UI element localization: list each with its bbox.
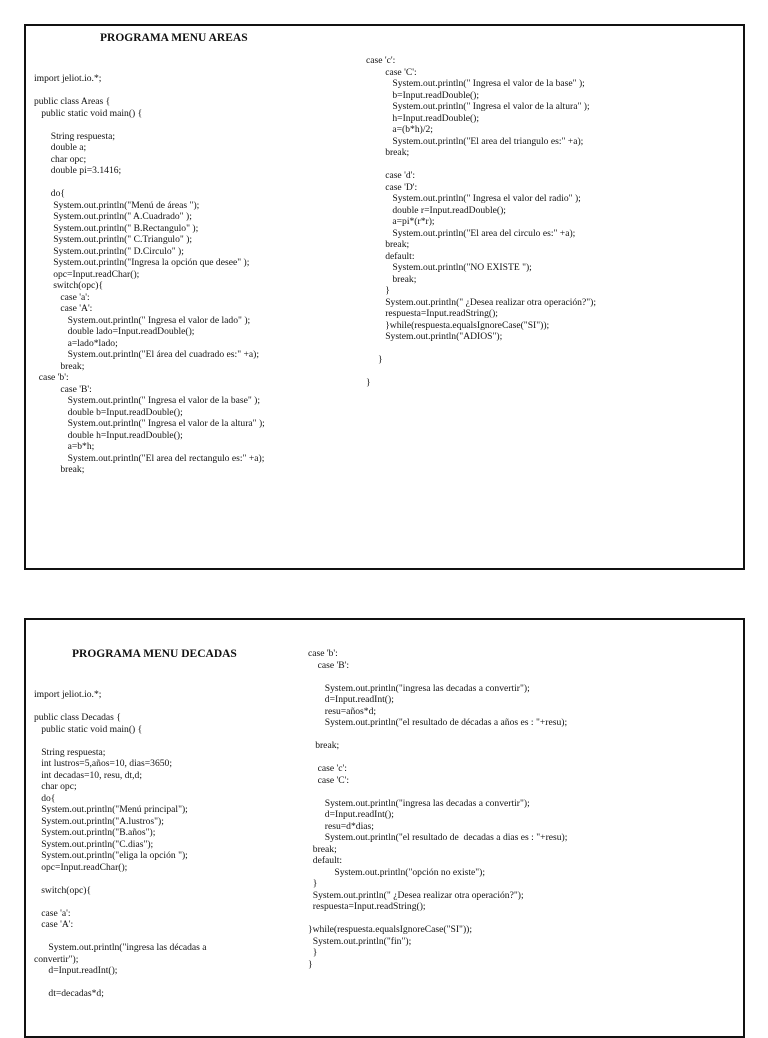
code-line <box>366 343 596 355</box>
code-line <box>308 786 567 798</box>
code-line: } <box>308 958 313 970</box>
code-line <box>308 729 567 741</box>
code-line: case 'B': <box>34 383 92 395</box>
code-line: default: <box>308 855 343 866</box>
code-line: }while(respuesta.equalsIgnoreCase("SI")); <box>308 924 473 935</box>
code-line: resu=d*dias; <box>308 820 374 832</box>
code-line <box>366 159 596 171</box>
code-line: } <box>308 947 318 958</box>
code-line <box>34 977 207 989</box>
code-line <box>34 931 207 943</box>
code-line: convertir"); <box>34 953 79 965</box>
code-line <box>34 85 265 97</box>
code-line: System.out.println("eliga la opción "); <box>34 850 188 861</box>
code-line: System.out.println("ADIOS"); <box>366 331 503 342</box>
code-line: System.out.println("opción no existe"); <box>308 866 486 878</box>
code-line: case 'B': <box>308 659 350 671</box>
code-line: System.out.println("A.lustros"); <box>34 815 164 827</box>
code-line: case 'd': <box>366 170 416 181</box>
code-line: System.out.println(" ¿Desea realizar otra operación?"); <box>308 889 524 901</box>
code-line: System.out.println("El area del triangulo es:" +a); <box>366 135 584 147</box>
code-line: public class Areas { <box>34 96 111 107</box>
code-column-left <box>34 73 265 476</box>
code-line: do{ <box>34 792 56 804</box>
code-line: break; <box>366 147 410 158</box>
code-line: } <box>366 354 383 365</box>
code-line: a=pi*(r*r); <box>366 216 435 227</box>
code-line: System.out.println(" Ingresa el valor de la base" ); <box>366 78 585 89</box>
code-line: a=b*h; <box>34 441 95 452</box>
code-line: int decadas=10, resu, dt,d; <box>34 769 142 781</box>
code-line <box>34 701 207 713</box>
code-line: System.out.println("ingresa las decadas a convertir"); <box>308 682 530 694</box>
code-line: System.out.println("Menú de áreas "); <box>34 199 200 211</box>
code-line: System.out.println("el resultado de décadas a años es : "+resu); <box>308 717 568 728</box>
code-line: System.out.println(" D.Circulo" ); <box>34 245 184 257</box>
code-line: } <box>308 878 318 889</box>
code-line: } <box>366 285 390 296</box>
code-line: respuesta=Input.readString(); <box>366 308 498 319</box>
code-line: System.out.println("el resultado de decadas a dias es : "+resu); <box>308 832 568 843</box>
code-line: case 'b': <box>34 372 69 383</box>
code-line: String respuesta; <box>34 746 106 758</box>
code-line: }while(respuesta.equalsIgnoreCase("SI")); <box>366 319 550 331</box>
code-line <box>366 366 596 378</box>
code-line <box>34 873 207 885</box>
code-line: opc=Input.readChar(); <box>34 861 128 873</box>
code-line: } <box>366 377 371 388</box>
code-line: dt=decadas*d; <box>34 988 104 999</box>
document-panel-areas <box>24 24 745 570</box>
code-line: break; <box>366 239 410 250</box>
code-line: public class Decadas { <box>34 712 121 723</box>
code-line: System.out.println(" Ingresa el valor de lado" ); <box>34 314 251 326</box>
code-line: System.out.println(" Ingresa el valor de la altura" ); <box>366 101 590 112</box>
code-line: break; <box>34 464 85 475</box>
code-line: opc=Input.readChar(); <box>34 268 140 280</box>
code-line: import jeliot.io.*; <box>34 689 102 700</box>
code-line: public static void main() { <box>34 723 143 735</box>
document-panel-decadas <box>24 618 745 1038</box>
code-column-right <box>308 648 567 970</box>
code-line: int lustros=5,años=10, dias=3650; <box>34 758 173 769</box>
code-line: double pi=3.1416; <box>34 165 122 176</box>
code-line: resu=años*d; <box>308 705 377 717</box>
page-title: PROGRAMA MENU AREAS <box>100 32 248 44</box>
code-line: double r=Input.readDouble(); <box>366 204 506 216</box>
code-line: case 'A': <box>34 919 74 930</box>
code-column-left <box>34 689 207 1000</box>
code-line: System.out.println("NO EXISTE "); <box>366 262 532 273</box>
code-line <box>308 913 567 925</box>
code-line: break; <box>34 360 85 372</box>
code-line: System.out.println(" ¿Desea realizar otra operación?"); <box>366 296 597 308</box>
code-line: System.out.println(" B.Rectangulo" ); <box>34 222 199 234</box>
code-line: System.out.println(" C.Triangulo" ); <box>34 234 193 245</box>
code-column-right <box>366 55 596 389</box>
code-line: d=Input.readInt(); <box>308 809 394 820</box>
code-line: d=Input.readInt(); <box>308 694 394 705</box>
code-line: case 'b': <box>308 648 338 659</box>
code-line: System.out.println("fin"); <box>308 935 412 947</box>
code-line: switch(opc){ <box>34 884 92 896</box>
code-line: System.out.println("C.dias"); <box>34 838 154 850</box>
code-line: System.out.println("El área del cuadrado es:" +a); <box>34 349 260 360</box>
code-line: case 'c': <box>308 763 347 774</box>
code-line: double a; <box>34 142 87 153</box>
code-line: double lado=Input.readDouble(); <box>34 326 195 337</box>
code-line: System.out.println(" Ingresa el valor de la altura" ); <box>34 418 265 429</box>
code-line: case 'c': <box>366 55 396 66</box>
code-line: break; <box>366 273 417 285</box>
code-line: h=Input.readDouble(); <box>366 112 480 124</box>
code-line <box>34 735 207 747</box>
code-line: System.out.println(" Ingresa el valor del radio" ); <box>366 193 581 204</box>
code-line: double b=Input.readDouble(); <box>34 406 183 418</box>
code-line: do{ <box>34 188 65 199</box>
code-line: a=lado*lado; <box>34 337 118 349</box>
code-line: b=Input.readDouble(); <box>366 89 480 101</box>
code-line: d=Input.readInt(); <box>34 965 118 976</box>
code-line <box>308 752 567 764</box>
code-line: respuesta=Input.readString(); <box>308 901 426 912</box>
code-line: case 'A': <box>34 303 93 314</box>
code-line: System.out.println("ingresa las decadas a convertir"); <box>308 797 530 809</box>
code-line <box>308 671 567 683</box>
code-line: case 'D': <box>366 181 418 193</box>
code-line: case 'C': <box>366 66 417 78</box>
code-line: default: <box>366 250 415 262</box>
code-line: public static void main() { <box>34 107 143 119</box>
code-line: case 'C': <box>308 774 350 786</box>
code-line: char opc; <box>34 781 77 792</box>
code-line: System.out.println("Menú principal"); <box>34 804 188 815</box>
code-line <box>34 177 265 189</box>
code-line: import jeliot.io.*; <box>34 73 102 84</box>
code-line: case 'a': <box>34 291 90 303</box>
code-line: break; <box>308 740 340 751</box>
code-line: System.out.println("Ingresa la opción que desee" ); <box>34 257 250 268</box>
code-line: double h=Input.readDouble(); <box>34 429 183 441</box>
code-line: System.out.println("B.años"); <box>34 827 156 838</box>
code-line: System.out.println("El area del rectangulo es:" +a); <box>34 452 265 464</box>
code-line: String respuesta; <box>34 130 116 142</box>
code-line: break; <box>308 843 337 855</box>
code-line: System.out.println("ingresa las décadas a <box>34 942 207 953</box>
code-line <box>34 119 265 131</box>
code-line: System.out.println(" Ingresa el valor de la base" ); <box>34 395 261 406</box>
page-title: PROGRAMA MENU DECADAS <box>72 648 237 660</box>
code-line: char opc; <box>34 153 87 165</box>
code-line: case 'a': <box>34 907 71 919</box>
code-line: switch(opc){ <box>34 280 104 291</box>
code-line: a=(b*h)/2; <box>366 124 433 135</box>
code-line: System.out.println("El area del circulo es:" +a); <box>366 227 576 239</box>
code-line <box>34 896 207 908</box>
code-line: System.out.println(" A.Cuadrado" ); <box>34 211 192 222</box>
